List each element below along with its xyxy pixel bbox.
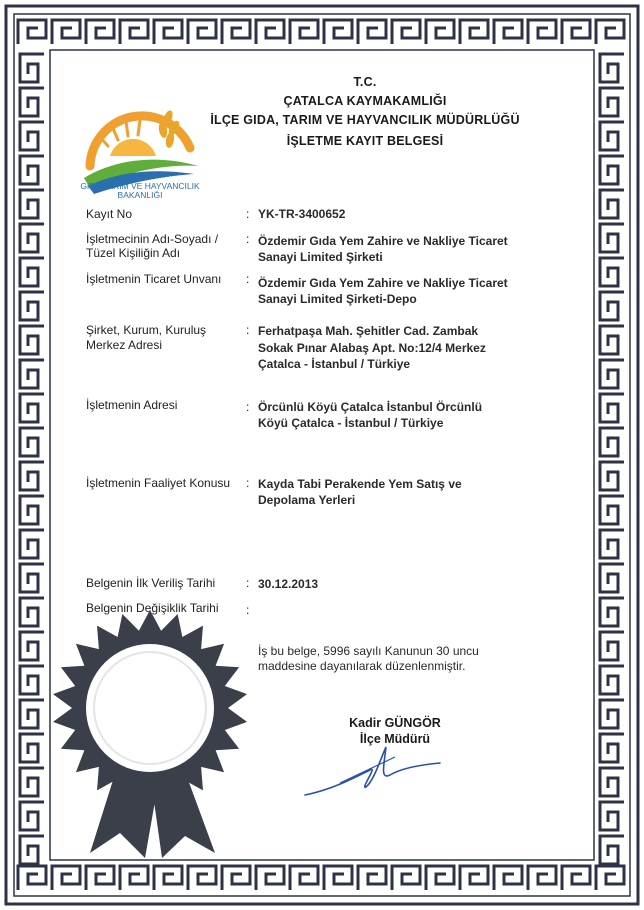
logo-ministry-line1: GIDA TARIM VE HAYVANCILIK: [80, 181, 200, 191]
value-kayit-no: YK-TR-3400652: [258, 207, 346, 221]
official-seal: [50, 608, 250, 858]
header-title: İŞLETME KAYIT BELGESİ: [286, 134, 444, 148]
colon: :: [246, 272, 250, 286]
header-mudurluk: İLÇE GIDA, TARIM VE HAYVANCILIK MÜDÜRLÜĞÜ: [210, 113, 520, 127]
colon: :: [246, 603, 250, 617]
value-merkez-adresi-2: Sokak Pınar Alabaş Apt. No:12/4 Merkez: [258, 341, 486, 355]
legal-statement-2: maddesine dayanılarak düzenlenmiştir.: [258, 659, 466, 673]
label-degisiklik: Belgenin Değişiklik Tarihi: [86, 601, 219, 615]
label-ticaret-unvani: İşletmenin Ticaret Unvanı: [86, 272, 222, 286]
label-tuzel-kisilik: Tüzel Kişiliğin Adı: [86, 246, 181, 260]
header-tc: T.C.: [353, 75, 377, 89]
value-ilk-verilis: 30.12.2013: [258, 577, 319, 591]
header-kaymakamlik: ÇATALCA KAYMAKAMLIĞI: [283, 94, 447, 108]
label-merkez-adresi: Merkez Adresi: [86, 338, 163, 352]
value-merkez-adresi-3: Çatalca - İstanbul / Türkiye: [258, 357, 411, 371]
colon: :: [246, 476, 250, 490]
colon: :: [246, 232, 250, 246]
legal-statement-1: İş bu belge, 5996 sayılı Kanunun 30 uncu: [258, 644, 479, 658]
label-sirket-kurum: Şirket, Kurum, Kuruluş: [86, 323, 207, 337]
label-isletme-adresi: İşletmenin Adresi: [86, 398, 178, 412]
logo-ministry-line2: BAKANLIĞI: [117, 190, 163, 200]
value-isletme-adresi-1: Örcünlü Köyü Çatalca İstanbul Örcünlü: [258, 400, 483, 414]
value-adi-soyadi-1: Özdemir Gıda Yem Zahire ve Nakliye Ticaret: [258, 234, 508, 248]
value-ticaret-unvani-1: Özdemir Gıda Yem Zahire ve Nakliye Ticaret: [258, 276, 508, 290]
logo-tc: T.C.: [132, 172, 148, 182]
label-faaliyet-konusu: İşletmenin Faaliyet Konusu: [86, 476, 231, 490]
colon: :: [246, 576, 250, 590]
colon: :: [246, 323, 250, 337]
value-faaliyet-konusu-2: Depolama Yerleri: [258, 493, 356, 507]
label-ilk-verilis: Belgenin İlk Veriliş Tarihi: [86, 576, 216, 590]
signer-title: İlçe Müdürü: [359, 732, 431, 746]
signature-scribble: [300, 735, 450, 805]
value-faaliyet-konusu-1: Kayda Tabi Perakende Yem Satış ve: [258, 477, 462, 491]
value-adi-soyadi-2: Sanayi Limited Şirketi: [258, 250, 383, 264]
value-ticaret-unvani-2: Sanayi Limited Şirketi-Depo: [258, 292, 417, 306]
colon: :: [246, 207, 250, 221]
seal-inner-circle: [86, 644, 214, 772]
colon: :: [246, 400, 250, 414]
label-kayit-no: Kayıt No: [86, 207, 133, 221]
label-adi-soyadi: İşletmecinin Adı-Soyadı /: [86, 232, 219, 246]
sun-icon: [110, 139, 156, 156]
signer-name: Kadir GÜNGÖR: [349, 716, 441, 730]
value-merkez-adresi-1: Ferhatpaşa Mah. Şehitler Cad. Zambak: [258, 324, 479, 338]
value-isletme-adresi-2: Köyü Çatalca - İstanbul / Türkiye: [258, 416, 444, 430]
